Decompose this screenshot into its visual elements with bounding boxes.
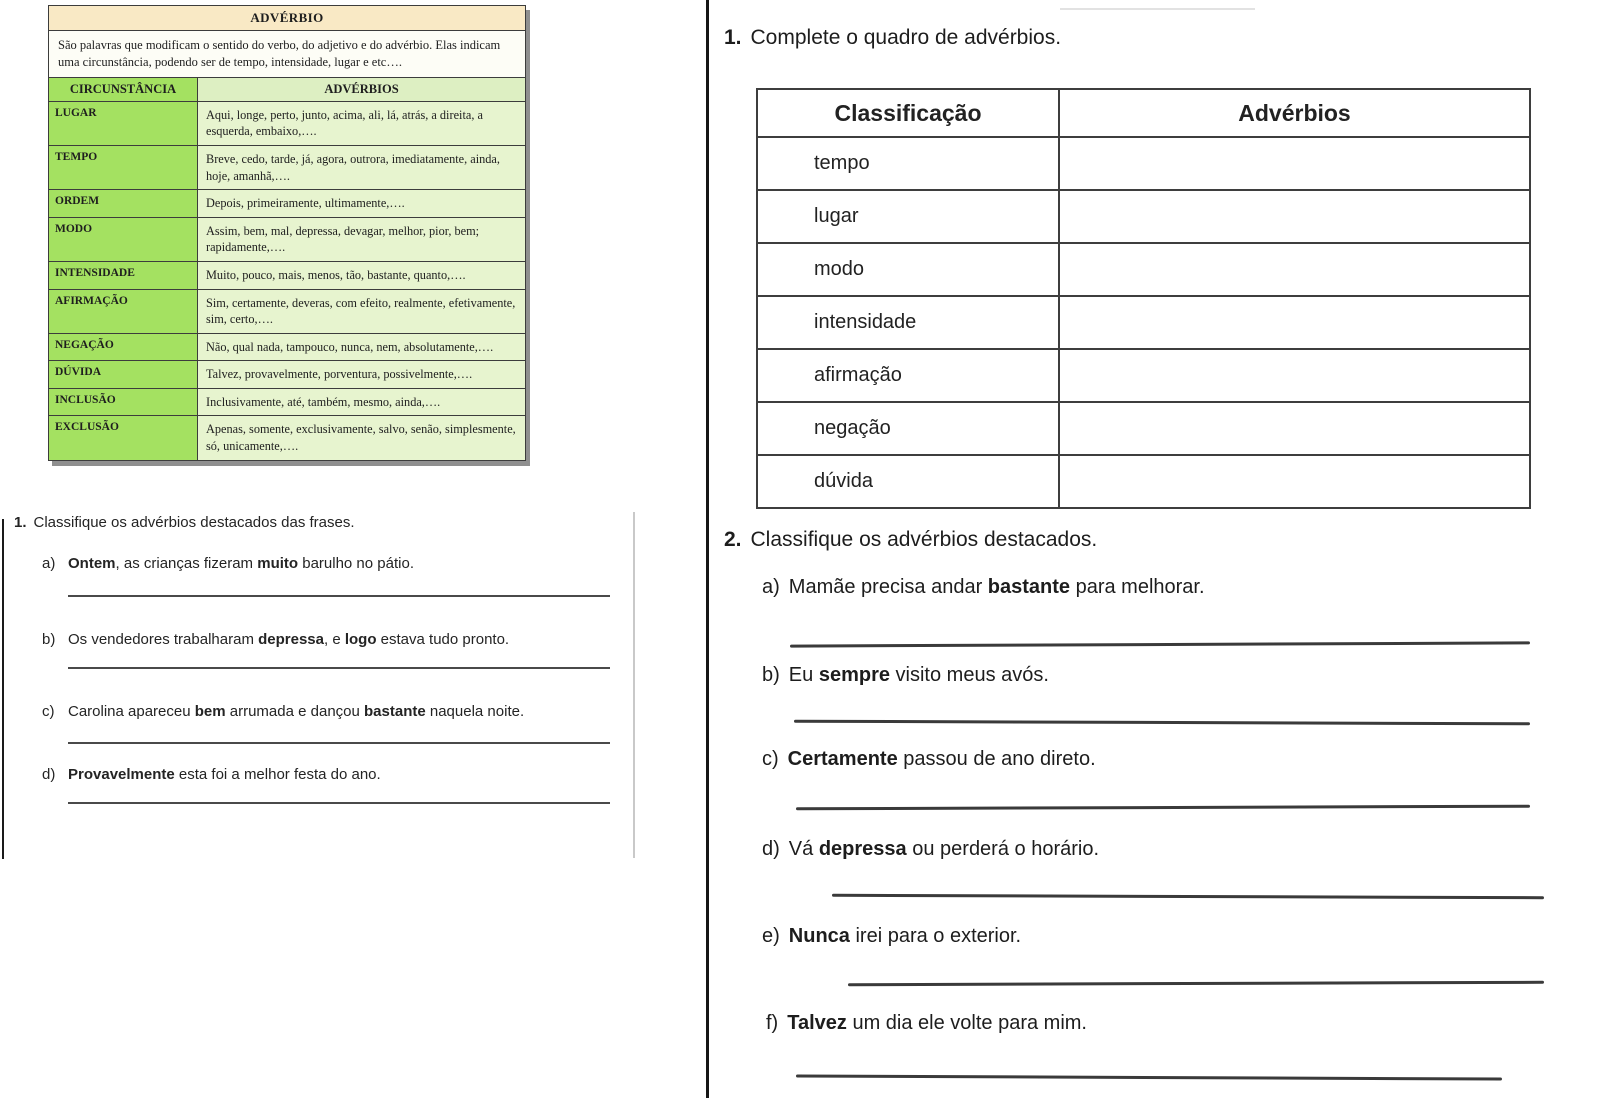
answer-cell-lugar[interactable] [1059,190,1530,243]
item-letter: c) [42,702,55,720]
exercise-item-d [42,764,632,786]
column-header-adverbios: Advérbios [1059,89,1530,137]
item-sentence: Eu sempre visito meus avós. [788,664,1049,686]
item-letter: c) [762,748,779,770]
answer-cell-intensidade[interactable] [1059,296,1530,349]
quadro-exercise-title [724,26,1061,50]
item-sentence: Carolina apareceu bem arrumada e dançou bastante naquela noite. [68,702,525,720]
exercise-item-e [762,923,1021,949]
exercise-item-c [762,746,1096,772]
table-row [757,137,1530,190]
row-label-afirmacao: afirmação [757,349,1059,402]
row-label-lugar: LUGAR [49,101,198,145]
row-label-duvida: DÚVIDA [49,361,198,389]
table-row [49,261,526,289]
table-row [757,296,1530,349]
column-header-classificacao: Classificação [757,89,1059,137]
row-label-negacao: negação [757,402,1059,455]
row-label-modo: modo [757,243,1059,296]
row-value-duvida: Talvez, provavelmente, porventura, possivelmente,…. [198,361,526,389]
answer-line[interactable] [68,802,610,804]
table-row [757,455,1530,508]
row-label-tempo: tempo [757,137,1059,190]
row-value-modo: Assim, bem, mal, depressa, devagar, melhor, pior, bem; rapidamente,…. [198,217,526,261]
answer-line[interactable] [796,805,1530,811]
answer-line[interactable] [68,742,610,744]
exercise-title-text: Classifique os advérbios destacados das frases. [33,514,355,531]
answer-line[interactable] [848,981,1544,986]
answer-line[interactable] [68,595,610,597]
row-value-intensidade: Muito, pouco, mais, menos, tão, bastante, quanto,…. [198,261,526,289]
column-header-adverbios: ADVÉRBIOS [198,77,526,101]
table-row [49,388,526,416]
table-row [757,402,1530,455]
row-value-lugar: Aqui, longe, perto, junto, acima, ali, lá, atrás, a direita, a esquerda, embaixo,…. [198,101,526,145]
reference-table-title: ADVÉRBIO [49,6,526,31]
row-label-ordem: ORDEM [49,190,198,218]
item-sentence: Vá depressa ou perderá o horário. [788,838,1100,860]
item-letter: f) [766,1012,779,1034]
exercise-item-a [42,553,632,575]
exercise-item-c [42,701,632,723]
item-sentence: Ontem, as crianças fizeram muito barulho no pátio. [68,555,414,572]
answer-cell-tempo[interactable] [1059,137,1530,190]
table-row [49,217,526,261]
exercise-item-f [766,1010,1087,1036]
answer-cell-afirmacao[interactable] [1059,349,1530,402]
item-letter: a) [762,576,780,598]
row-value-afirmacao: Sim, certamente, deveras, com efeito, realmente, efetivamente, sim, certo,…. [198,289,526,333]
row-value-tempo: Breve, cedo, tarde, já, agora, outrora, imediatamente, ainda, hoje, amanhã,…. [198,145,526,189]
adverb-fill-table [756,88,1531,509]
row-value-exclusao: Apenas, somente, exclusivamente, salvo, senão, simplesmente, só, unicamente,…. [198,416,526,460]
exercise-1-left [14,514,632,804]
answer-cell-duvida[interactable] [1059,455,1530,508]
column-divider [706,0,709,1098]
row-label-tempo: TEMPO [49,145,198,189]
exercise-title-text: Complete o quadro de advérbios. [750,26,1062,49]
item-sentence: Os vendedores trabalharam depressa, e logo estava tudo pronto. [68,630,510,648]
answer-line[interactable] [832,894,1544,899]
row-label-duvida: dúvida [757,455,1059,508]
item-letter: a) [42,555,56,572]
item-letter: b) [42,630,56,648]
row-value-inclusao: Inclusivamente, até, também, mesmo, ainda,…. [198,388,526,416]
item-sentence: Nunca irei para o exterior. [788,925,1022,947]
answer-line[interactable] [796,1074,1502,1080]
item-sentence: Certamente passou de ano direto. [787,748,1096,770]
exercise-2-title [724,528,1097,552]
answer-cell-modo[interactable] [1059,243,1530,296]
row-value-negacao: Não, qual nada, tampouco, nunca, nem, absolutamente,…. [198,333,526,361]
table-row [757,243,1530,296]
row-label-exclusao: EXCLUSÃO [49,416,198,460]
exercise-1-left-title [14,514,632,531]
table-row [757,190,1530,243]
table-row [49,333,526,361]
exercise-item-d [762,836,1099,862]
item-letter: b) [762,664,780,686]
row-label-intensidade: INTENSIDADE [49,261,198,289]
row-label-afirmacao: AFIRMAÇÃO [49,289,198,333]
answer-line[interactable] [794,720,1530,726]
table-row [49,289,526,333]
table-row [49,145,526,189]
row-label-inclusao: INCLUSÃO [49,388,198,416]
table-row [49,416,526,460]
item-sentence: Mamãe precisa andar bastante para melhorar. [788,576,1205,598]
table-header-row [757,89,1530,137]
table-row [49,101,526,145]
item-sentence: Provavelmente esta foi a melhor festa do ano. [68,766,381,784]
answer-line[interactable] [68,667,610,669]
table-row [49,190,526,218]
exercise-item-b [42,629,632,651]
row-value-ordem: Depois, primeiramente, ultimamente,…. [198,190,526,218]
page-edge-line [633,512,635,858]
item-letter: e) [762,925,780,947]
exercise-item-a [762,574,1205,600]
item-letter: d) [762,838,780,860]
exercise-title-text: Classifique os advérbios destacados. [750,528,1098,551]
adverb-reference-table [48,5,526,461]
exercise-number: 2. [724,528,742,551]
row-label-lugar: lugar [757,190,1059,243]
row-label-negacao: NEGAÇÃO [49,333,198,361]
item-letter: d) [42,766,56,784]
scan-artifact-line [1060,8,1255,10]
row-label-modo: MODO [49,217,198,261]
page-edge-line [2,519,4,859]
table-row [49,361,526,389]
column-header-circunstancia: CIRCUNSTÂNCIA [49,77,198,101]
row-label-intensidade: intensidade [757,296,1059,349]
exercise-number: 1. [14,514,27,531]
answer-line[interactable] [790,641,1530,647]
exercise-item-b [762,662,1049,688]
table-header-row [49,77,526,101]
item-sentence: Talvez um dia ele volte para mim. [787,1012,1087,1034]
table-row [757,349,1530,402]
answer-cell-negacao[interactable] [1059,402,1530,455]
reference-table-description: São palavras que modificam o sentido do verbo, do adjetivo e do advérbio. Elas indicam uma circunstância, podendo ser de tempo, intensidade, lugar e etc…. [49,31,526,78]
exercise-number: 1. [724,26,742,49]
